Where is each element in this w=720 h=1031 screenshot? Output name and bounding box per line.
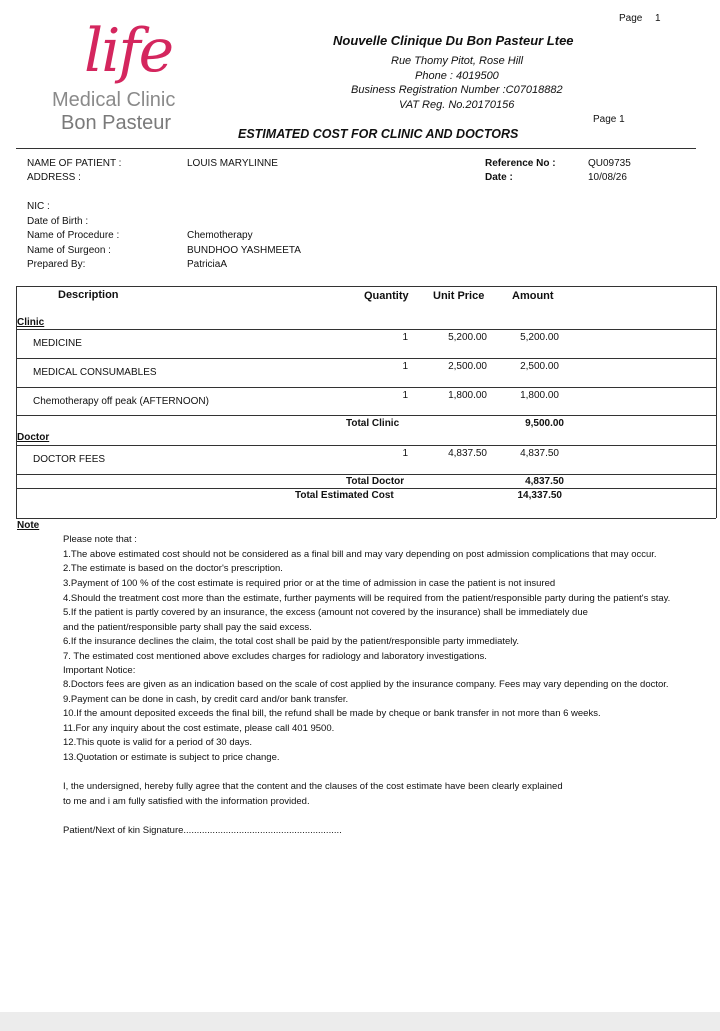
procedure-label: Name of Procedure : [27,230,120,241]
row-unit-price: 5,200.00 [448,332,487,343]
document-title: ESTIMATED COST FOR CLINIC AND DOCTORS [238,127,519,141]
page-label-top: Page [619,13,643,24]
procedure-value: Chemotherapy [187,230,253,241]
header-unit-price: Unit Price [433,290,485,302]
row-amount: 4,837.50 [520,448,559,459]
doctor-section-heading: Doctor [17,432,50,443]
note-line: 6.If the insurance declines the claim, the total cost shall be paid by the patient/responsible party immediately. [63,636,520,647]
row-unit-price: 4,837.50 [448,448,487,459]
header-amount: Amount [512,290,554,302]
row-description: MEDICAL CONSUMABLES [33,367,157,378]
logo-line-1: Medical Clinic [52,89,176,111]
note-line: 1.The above estimated cost should not be considered as a final bill and may vary depending on post admission complications that may occur. [63,549,657,560]
total-clinic-label: Total Clinic [346,418,400,429]
prepared-by-value: PatriciaA [187,259,228,270]
prepared-by-label: Prepared By: [27,259,86,270]
row-description: DOCTOR FEES [33,454,106,465]
reference-label: Reference No : [485,158,556,169]
total-clinic-value: 9,500.00 [525,418,564,429]
row-amount: 5,200.00 [520,332,559,343]
clinic-phone: Phone : 4019500 [415,70,499,82]
surgeon-value: BUNDHOO YASHMEETA [187,245,301,256]
note-line: 5.If the patient is partly covered by an insurance, the excess (amount not covered by the insurance) shall be immediately due [63,607,588,618]
row-unit-price: 1,800.00 [448,390,487,401]
total-doctor-value: 4,837.50 [525,476,564,487]
nic-label: NIC : [27,201,50,212]
note-line: 10.If the amount deposited exceeds the final bill, the refund shall be made by cheque or bank transfer in not more than 6 weeks. [63,708,601,719]
clinic-name: Nouvelle Clinique Du Bon Pasteur Ltee [333,33,574,48]
total-estimated-value: 14,337.50 [517,490,562,501]
note-line: 12.This quote is valid for a period of 30 days. [63,737,253,748]
header-description: Description [58,289,119,301]
row-quantity: 1 [402,361,408,372]
total-doctor-label: Total Doctor [346,476,405,487]
date-label: Date : [485,172,513,183]
row-quantity: 1 [402,332,408,343]
address-label: ADDRESS : [27,172,81,183]
clinic-address: Rue Thomy Pitot, Rose Hill [391,55,524,67]
note-line: 7. The estimated cost mentioned above excludes charges for radiology and laboratory investigations. [63,651,487,662]
row-amount: 1,800.00 [520,390,559,401]
signature-line: Patient/Next of kin Signature............................................................ [63,825,342,836]
note-line: 4.Should the treatment cost more than the estimate, further payments will be required from the patient/responsible party during the patient's stay. [63,593,671,604]
note-line: and the patient/responsible party shall pay the said excess. [63,622,312,633]
note-line: 2.The estimate is based on the doctor's prescription. [63,563,283,574]
header-divider [16,148,696,149]
page-number-top: 1 [655,13,661,24]
declaration-line-1: I, the undersigned, hereby fully agree that the content and the clauses of the cost estimate have been clearly explained [63,781,563,792]
row-unit-price: 2,500.00 [448,361,487,372]
logo-line-2: Bon Pasteur [61,112,172,134]
row-description: Chemotherapy off peak (AFTERNOON) [33,396,209,407]
total-estimated-label: Total Estimated Cost [295,490,394,501]
row-description: MEDICINE [33,338,82,349]
note-line: 13.Quotation or estimate is subject to price change. [63,752,280,763]
patient-name-value: LOUIS MARYLINNE [187,158,278,169]
note-line: 3.Payment of 100 % of the cost estimate is required prior or at the time of admission in case the patient is not insured [63,578,556,589]
note-line: 8.Doctors fees are given as an indication based on the scale of cost applied by the insurance company. Fees may vary depending on the doctor. [63,679,669,690]
note-line: Please note that : [63,534,137,545]
logo-word: life [84,16,173,86]
clinic-vat: VAT Reg. No.20170156 [399,99,515,111]
page-bottom-band [0,1012,720,1031]
note-heading: Note [17,520,40,531]
row-quantity: 1 [402,448,408,459]
reference-value: QU09735 [588,158,631,169]
dob-label: Date of Birth : [27,216,89,227]
row-amount: 2,500.00 [520,361,559,372]
header-quantity: Quantity [364,290,409,302]
note-line: 11.For any inquiry about the cost estimate, please call 401 9500. [63,723,335,734]
date-value: 10/08/26 [588,172,627,183]
note-line: 9.Payment can be done in cash, by credit card and/or bank transfer. [63,694,349,705]
declaration-line-2: to me and i am fully satisfied with the information provided. [63,796,310,807]
patient-name-label: NAME OF PATIENT : [27,158,122,169]
clinic-brn: Business Registration Number :C07018882 [351,84,563,96]
surgeon-label: Name of Surgeon : [27,245,111,256]
note-line: Important Notice: [63,665,136,676]
clinic-section-heading: Clinic [17,317,45,328]
row-quantity: 1 [402,390,408,401]
page-label-right: Page 1 [593,114,625,125]
